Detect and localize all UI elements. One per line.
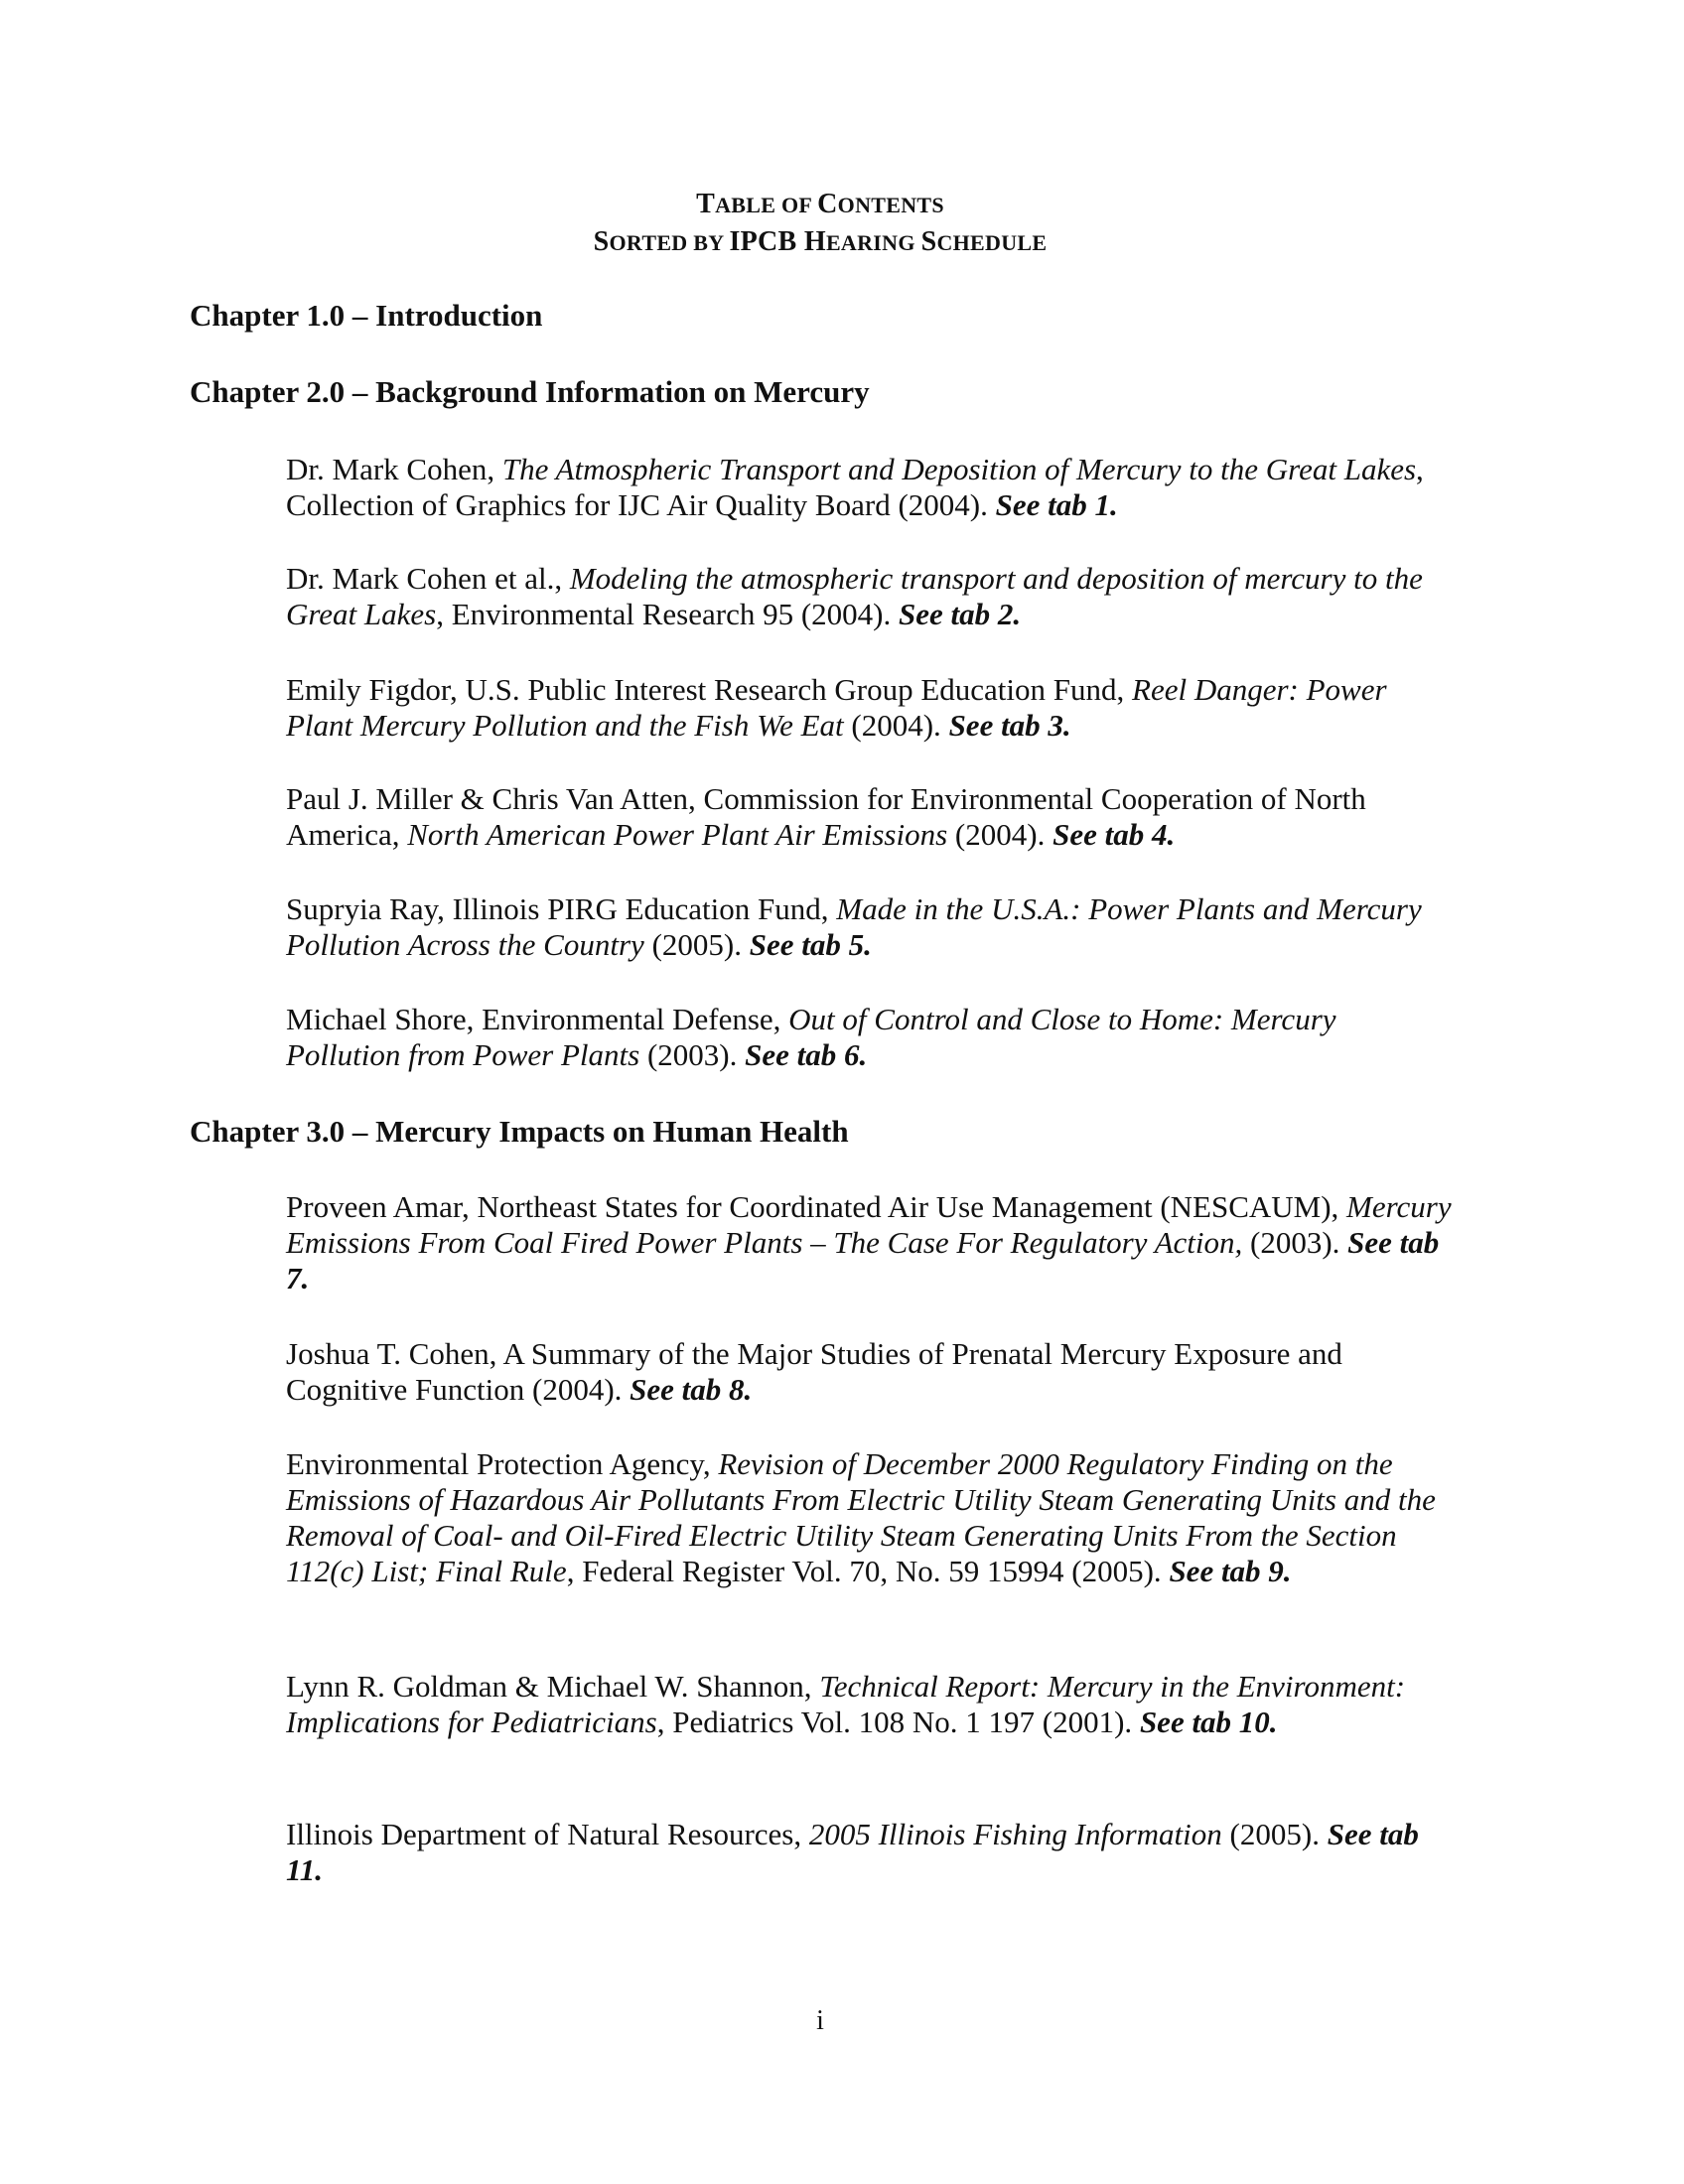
citation-entry: Proveen Amar, Northeast States for Coordinated Air Use Management (NESCAUM), Mercury Emissions From Coal Fired Power Plants – The Case For Regulatory Action, (2003). See tab 7. [286, 1189, 1452, 1296]
citation-entry: Dr. Mark Cohen et al., Modeling the atmospheric transport and deposition of mercury to the Great Lakes, Environmental Research 95 (2004). See tab 2. [286, 561, 1423, 631]
citation-entry: Dr. Mark Cohen, The Atmospheric Transport and Deposition of Mercury to the Great Lakes, Collection of Graphics for IJC Air Quality Board (2004). See tab 1. [286, 452, 1424, 522]
citation-entry: Environmental Protection Agency, Revision of December 2000 Regulatory Finding on the Emissions of Hazardous Air Pollutants From Electric Utility Steam Generating Units and the Removal of Coal- and Oil-Fired Electric Utility Steam Generating Units From the Section 112(c) List; Final Rule, Federal Register Vol. 70, No. 59 15994 (2005). See tab 9. [286, 1446, 1436, 1588]
chapter-heading: Chapter 1.0 – Introduction [190, 298, 543, 333]
citation-entry: Joshua T. Cohen, A Summary of the Major Studies of Prenatal Mercury Exposure and Cognitive Function (2004). See tab 8. [286, 1336, 1342, 1407]
citation-entry: Michael Shore, Environmental Defense, Out of Control and Close to Home: Mercury Pollution from Power Plants (2003). See tab 6. [286, 1002, 1336, 1072]
citation-entry: Illinois Department of Natural Resources, 2005 Illinois Fishing Information (2005). See tab 11. [286, 1817, 1419, 1887]
citation-entry: Supryia Ray, Illinois PIRG Education Fund, Made in the U.S.A.: Power Plants and Mercury Pollution Across the Country (2005). See tab 5. [286, 891, 1422, 962]
toc-subtitle: SORTED BY IPCB HEARING SCHEDULE [593, 226, 1048, 257]
citation-entry: Paul J. Miller & Chris Van Atten, Commission for Environmental Cooperation of North America, North American Power Plant Air Emissions (2004). See tab 4. [286, 781, 1366, 852]
citation-entry: Lynn R. Goldman & Michael W. Shannon, Technical Report: Mercury in the Environment: Implications for Pediatricians, Pediatrics Vol. 108 No. 1 197 (2001). See tab 10. [286, 1669, 1406, 1739]
chapter-heading: Chapter 3.0 – Mercury Impacts on Human Health [190, 1114, 849, 1149]
toc-title: TABLE OF CONTENTS [696, 189, 944, 219]
page-number: i [816, 2005, 824, 2036]
citation-entry: Emily Figdor, U.S. Public Interest Research Group Education Fund, Reel Danger: Power Plant Mercury Pollution and the Fish We Eat (2004). See tab 3. [286, 672, 1387, 743]
chapter-heading: Chapter 2.0 – Background Information on Mercury [190, 374, 870, 409]
